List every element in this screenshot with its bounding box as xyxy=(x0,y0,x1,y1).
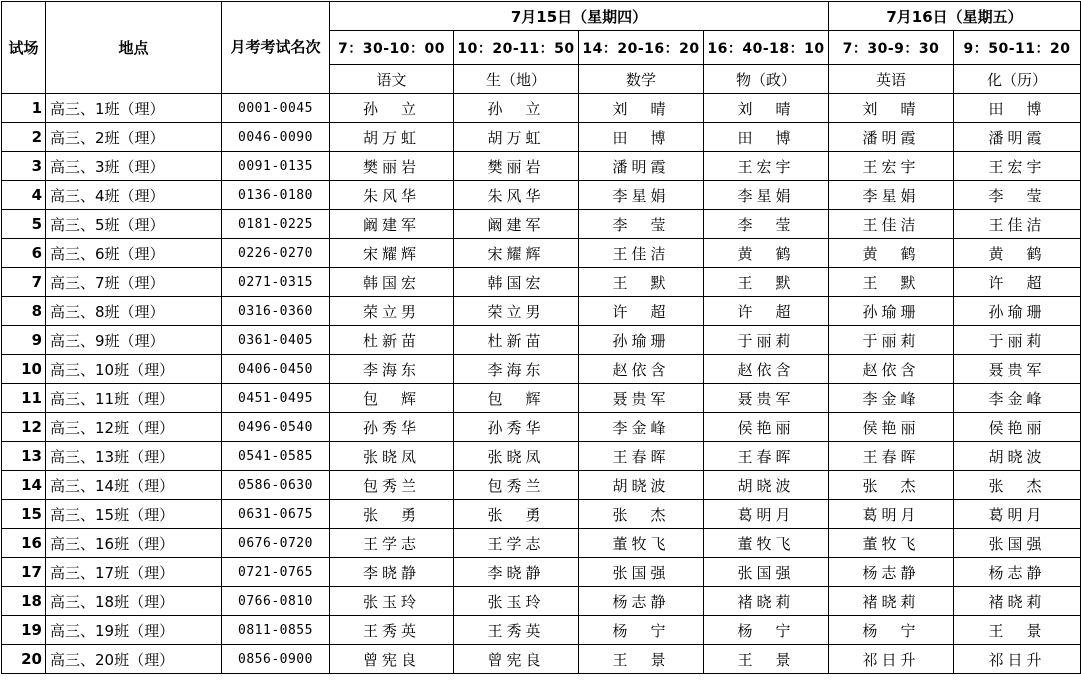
table-row xyxy=(2,239,1081,268)
invigilator-cell: 王 景 xyxy=(704,645,829,674)
location-cell: 高三、15班（理） xyxy=(46,500,222,529)
location-cell: 高三、8班（理） xyxy=(46,297,222,326)
invigilator-cell: 刘 晴 xyxy=(829,94,954,123)
time-slot: 7：30-9：30 xyxy=(829,31,954,65)
table-row xyxy=(2,181,1081,210)
invigilator-cell: 胡晓波 xyxy=(954,442,1081,471)
room-header: 试场 xyxy=(2,2,46,94)
table-row xyxy=(2,123,1081,152)
location-cell: 高三、9班（理） xyxy=(46,326,222,355)
rank-range: 0136-0180 xyxy=(222,181,330,210)
day-header: 7月15日（星期四） xyxy=(330,2,829,31)
subject-header: 英语 xyxy=(829,65,954,94)
invigilator-cell: 许 超 xyxy=(704,297,829,326)
invigilator-cell: 朱风华 xyxy=(330,181,454,210)
subject-header: 物（政） xyxy=(704,65,829,94)
rank-range: 0721-0765 xyxy=(222,558,330,587)
table-row xyxy=(2,645,1081,674)
table-row xyxy=(2,471,1081,500)
location-cell: 高三、2班（理） xyxy=(46,123,222,152)
invigilator-cell: 于丽莉 xyxy=(829,326,954,355)
invigilator-cell: 李晓静 xyxy=(454,558,579,587)
invigilator-cell: 孙 立 xyxy=(454,94,579,123)
table-row xyxy=(2,297,1081,326)
invigilator-cell: 包 辉 xyxy=(454,384,579,413)
invigilator-cell: 李金峰 xyxy=(954,384,1081,413)
subject-header: 生（地） xyxy=(454,65,579,94)
room-number: 18 xyxy=(2,587,46,616)
invigilator-cell: 宋耀辉 xyxy=(330,239,454,268)
room-number: 16 xyxy=(2,529,46,558)
room-number: 10 xyxy=(2,355,46,384)
table-row xyxy=(2,210,1081,239)
invigilator-cell: 曾宪良 xyxy=(454,645,579,674)
table-row xyxy=(2,500,1081,529)
subject-header: 化（历） xyxy=(954,65,1081,94)
rank-range: 0451-0495 xyxy=(222,384,330,413)
room-number: 1 xyxy=(2,94,46,123)
invigilator-cell: 樊丽岩 xyxy=(330,152,454,181)
invigilator-cell: 聂贵军 xyxy=(704,384,829,413)
location-cell: 高三、19班（理） xyxy=(46,616,222,645)
invigilator-cell: 王 景 xyxy=(954,616,1081,645)
location-header: 地点 xyxy=(46,2,222,94)
rank-range: 0766-0810 xyxy=(222,587,330,616)
invigilator-cell: 杜新苗 xyxy=(454,326,579,355)
rank-range: 0271-0315 xyxy=(222,268,330,297)
invigilator-cell: 张 杰 xyxy=(829,471,954,500)
invigilator-cell: 李金峰 xyxy=(829,384,954,413)
invigilator-cell: 王春晖 xyxy=(579,442,704,471)
invigilator-cell: 李星娟 xyxy=(829,181,954,210)
location-cell: 高三、5班（理） xyxy=(46,210,222,239)
invigilator-cell: 葛明月 xyxy=(954,500,1081,529)
invigilator-cell: 杨 宁 xyxy=(704,616,829,645)
location-cell: 高三、3班（理） xyxy=(46,152,222,181)
invigilator-cell: 曾宪良 xyxy=(330,645,454,674)
table-row xyxy=(2,442,1081,471)
invigilator-cell: 王 默 xyxy=(704,268,829,297)
invigilator-cell: 王春晖 xyxy=(829,442,954,471)
invigilator-cell: 张玉玲 xyxy=(330,587,454,616)
room-number: 20 xyxy=(2,645,46,674)
rank-range: 0676-0720 xyxy=(222,529,330,558)
invigilator-cell: 李星娟 xyxy=(704,181,829,210)
rank-range: 0406-0450 xyxy=(222,355,330,384)
invigilator-cell: 黄 鹤 xyxy=(704,239,829,268)
rank-range: 0226-0270 xyxy=(222,239,330,268)
invigilator-cell: 孙秀华 xyxy=(454,413,579,442)
invigilator-cell: 李金峰 xyxy=(579,413,704,442)
invigilator-cell: 潘明霞 xyxy=(579,152,704,181)
invigilator-cell: 潘明霞 xyxy=(954,123,1081,152)
rank-range: 0316-0360 xyxy=(222,297,330,326)
invigilator-cell: 张 勇 xyxy=(330,500,454,529)
location-cell: 高三、17班（理） xyxy=(46,558,222,587)
location-cell: 高三、11班（理） xyxy=(46,384,222,413)
invigilator-cell: 李 莹 xyxy=(704,210,829,239)
table-row xyxy=(2,384,1081,413)
invigilator-cell: 张 杰 xyxy=(954,471,1081,500)
table-row xyxy=(2,268,1081,297)
room-number: 12 xyxy=(2,413,46,442)
invigilator-cell: 祁日升 xyxy=(829,645,954,674)
invigilator-cell: 韩国宏 xyxy=(454,268,579,297)
rank-range: 0181-0225 xyxy=(222,210,330,239)
location-cell: 高三、1班（理） xyxy=(46,94,222,123)
invigilator-cell: 葛明月 xyxy=(704,500,829,529)
time-slot: 14：20-16：20 xyxy=(579,31,704,65)
invigilator-cell: 王秀英 xyxy=(454,616,579,645)
invigilator-cell: 聂贵军 xyxy=(579,384,704,413)
invigilator-cell: 许 超 xyxy=(954,268,1081,297)
day-header: 7月16日（星期五） xyxy=(829,2,1081,31)
room-number: 19 xyxy=(2,616,46,645)
invigilator-cell: 胡万虹 xyxy=(330,123,454,152)
invigilator-cell: 杨志静 xyxy=(829,558,954,587)
invigilator-cell: 胡晓波 xyxy=(704,471,829,500)
room-number: 11 xyxy=(2,384,46,413)
table-row xyxy=(2,587,1081,616)
header-row-days xyxy=(2,2,1081,31)
invigilator-cell: 杨志静 xyxy=(954,558,1081,587)
invigilator-cell: 董牧飞 xyxy=(704,529,829,558)
invigilator-cell: 李 莹 xyxy=(579,210,704,239)
room-number: 14 xyxy=(2,471,46,500)
invigilator-cell: 许 超 xyxy=(579,297,704,326)
room-number: 13 xyxy=(2,442,46,471)
room-number: 17 xyxy=(2,558,46,587)
invigilator-cell: 孙 立 xyxy=(330,94,454,123)
table-row xyxy=(2,355,1081,384)
location-cell: 高三、13班（理） xyxy=(46,442,222,471)
invigilator-cell: 杜新苗 xyxy=(330,326,454,355)
invigilator-cell: 李星娟 xyxy=(579,181,704,210)
invigilator-cell: 潘明霞 xyxy=(829,123,954,152)
room-number: 3 xyxy=(2,152,46,181)
rank-range: 0091-0135 xyxy=(222,152,330,181)
invigilator-cell: 王学志 xyxy=(454,529,579,558)
rank-header: 月考考试名次 xyxy=(222,2,330,94)
location-cell: 高三、4班（理） xyxy=(46,181,222,210)
room-number: 4 xyxy=(2,181,46,210)
invigilator-cell: 褚晓莉 xyxy=(954,587,1081,616)
time-slot: 16：40-18：10 xyxy=(704,31,829,65)
invigilator-cell: 黄 鹤 xyxy=(954,239,1081,268)
invigilator-cell: 包秀兰 xyxy=(330,471,454,500)
invigilator-cell: 韩国宏 xyxy=(330,268,454,297)
invigilator-cell: 于丽莉 xyxy=(704,326,829,355)
location-cell: 高三、6班（理） xyxy=(46,239,222,268)
rank-range: 0586-0630 xyxy=(222,471,330,500)
invigilator-cell: 胡晓波 xyxy=(579,471,704,500)
invigilator-cell: 王秀英 xyxy=(330,616,454,645)
rank-range: 0856-0900 xyxy=(222,645,330,674)
room-number: 7 xyxy=(2,268,46,297)
location-cell: 高三、16班（理） xyxy=(46,529,222,558)
invigilator-cell: 朱风华 xyxy=(454,181,579,210)
location-cell: 高三、12班（理） xyxy=(46,413,222,442)
location-cell: 高三、10班（理） xyxy=(46,355,222,384)
invigilator-cell: 杨志静 xyxy=(579,587,704,616)
time-slot: 7：30-10：00 xyxy=(330,31,454,65)
location-cell: 高三、20班（理） xyxy=(46,645,222,674)
invigilator-cell: 王佳洁 xyxy=(829,210,954,239)
invigilator-cell: 张晓凤 xyxy=(454,442,579,471)
room-number: 8 xyxy=(2,297,46,326)
invigilator-cell: 张晓凤 xyxy=(330,442,454,471)
invigilator-cell: 侯艳丽 xyxy=(829,413,954,442)
invigilator-cell: 包 辉 xyxy=(330,384,454,413)
rank-range: 0631-0675 xyxy=(222,500,330,529)
invigilator-cell: 张玉玲 xyxy=(454,587,579,616)
room-number: 5 xyxy=(2,210,46,239)
invigilator-cell: 田 博 xyxy=(954,94,1081,123)
invigilator-cell: 杨 宁 xyxy=(579,616,704,645)
table-row xyxy=(2,616,1081,645)
invigilator-cell: 聂贵军 xyxy=(954,355,1081,384)
rank-range: 0361-0405 xyxy=(222,326,330,355)
invigilator-cell: 荣立男 xyxy=(454,297,579,326)
invigilator-cell: 王佳洁 xyxy=(579,239,704,268)
invigilator-cell: 刘 晴 xyxy=(579,94,704,123)
invigilator-cell: 田 博 xyxy=(579,123,704,152)
invigilator-cell: 杨 宁 xyxy=(829,616,954,645)
invigilator-cell: 李 莹 xyxy=(954,181,1081,210)
invigilator-cell: 阚建军 xyxy=(454,210,579,239)
room-number: 2 xyxy=(2,123,46,152)
invigilator-cell: 董牧飞 xyxy=(579,529,704,558)
invigilator-cell: 王 景 xyxy=(579,645,704,674)
invigilator-cell: 田 博 xyxy=(704,123,829,152)
invigilator-cell: 孙瑜珊 xyxy=(954,297,1081,326)
schedule-body xyxy=(2,94,1081,674)
rank-range: 0541-0585 xyxy=(222,442,330,471)
invigilator-cell: 荣立男 xyxy=(330,297,454,326)
invigilator-cell: 王 默 xyxy=(829,268,954,297)
invigilator-cell: 王学志 xyxy=(330,529,454,558)
subject-header: 语文 xyxy=(330,65,454,94)
invigilator-cell: 褚晓莉 xyxy=(704,587,829,616)
invigilator-cell: 赵依含 xyxy=(829,355,954,384)
rank-range: 0046-0090 xyxy=(222,123,330,152)
location-cell: 高三、14班（理） xyxy=(46,471,222,500)
invigilator-cell: 祁日升 xyxy=(954,645,1081,674)
invigilator-cell: 王宏宇 xyxy=(954,152,1081,181)
location-cell: 高三、7班（理） xyxy=(46,268,222,297)
invigilator-cell: 阚建军 xyxy=(330,210,454,239)
room-number: 15 xyxy=(2,500,46,529)
table-row xyxy=(2,326,1081,355)
invigilator-cell: 赵依含 xyxy=(704,355,829,384)
room-number: 9 xyxy=(2,326,46,355)
invigilator-cell: 王宏宇 xyxy=(704,152,829,181)
invigilator-cell: 包秀兰 xyxy=(454,471,579,500)
invigilator-cell: 宋耀辉 xyxy=(454,239,579,268)
table-row xyxy=(2,558,1081,587)
invigilator-cell: 李晓静 xyxy=(330,558,454,587)
invigilator-cell: 侯艳丽 xyxy=(954,413,1081,442)
table-row xyxy=(2,529,1081,558)
invigilator-cell: 樊丽岩 xyxy=(454,152,579,181)
table-row xyxy=(2,413,1081,442)
invigilator-cell: 董牧飞 xyxy=(829,529,954,558)
table-row xyxy=(2,94,1081,123)
rank-range: 0811-0855 xyxy=(222,616,330,645)
room-number: 6 xyxy=(2,239,46,268)
exam-schedule-table xyxy=(1,1,1081,674)
table-row xyxy=(2,152,1081,181)
invigilator-cell: 孙瑜珊 xyxy=(579,326,704,355)
invigilator-cell: 于丽莉 xyxy=(954,326,1081,355)
invigilator-cell: 黄 鹤 xyxy=(829,239,954,268)
subject-header: 数学 xyxy=(579,65,704,94)
rank-range: 0001-0045 xyxy=(222,94,330,123)
invigilator-cell: 孙瑜珊 xyxy=(829,297,954,326)
rank-range: 0496-0540 xyxy=(222,413,330,442)
invigilator-cell: 王佳洁 xyxy=(954,210,1081,239)
time-slot: 10：20-11：50 xyxy=(454,31,579,65)
time-slot: 9：50-11：20 xyxy=(954,31,1081,65)
invigilator-cell: 褚晓莉 xyxy=(829,587,954,616)
invigilator-cell: 张国强 xyxy=(954,529,1081,558)
invigilator-cell: 王宏宇 xyxy=(829,152,954,181)
invigilator-cell: 李海东 xyxy=(330,355,454,384)
invigilator-cell: 葛明月 xyxy=(829,500,954,529)
invigilator-cell: 李海东 xyxy=(454,355,579,384)
invigilator-cell: 王春晖 xyxy=(704,442,829,471)
invigilator-cell: 孙秀华 xyxy=(330,413,454,442)
invigilator-cell: 赵依含 xyxy=(579,355,704,384)
invigilator-cell: 胡万虹 xyxy=(454,123,579,152)
invigilator-cell: 张 勇 xyxy=(454,500,579,529)
invigilator-cell: 侯艳丽 xyxy=(704,413,829,442)
location-cell: 高三、18班（理） xyxy=(46,587,222,616)
invigilator-cell: 刘 晴 xyxy=(704,94,829,123)
invigilator-cell: 张国强 xyxy=(579,558,704,587)
invigilator-cell: 王 默 xyxy=(579,268,704,297)
invigilator-cell: 张国强 xyxy=(704,558,829,587)
invigilator-cell: 张 杰 xyxy=(579,500,704,529)
